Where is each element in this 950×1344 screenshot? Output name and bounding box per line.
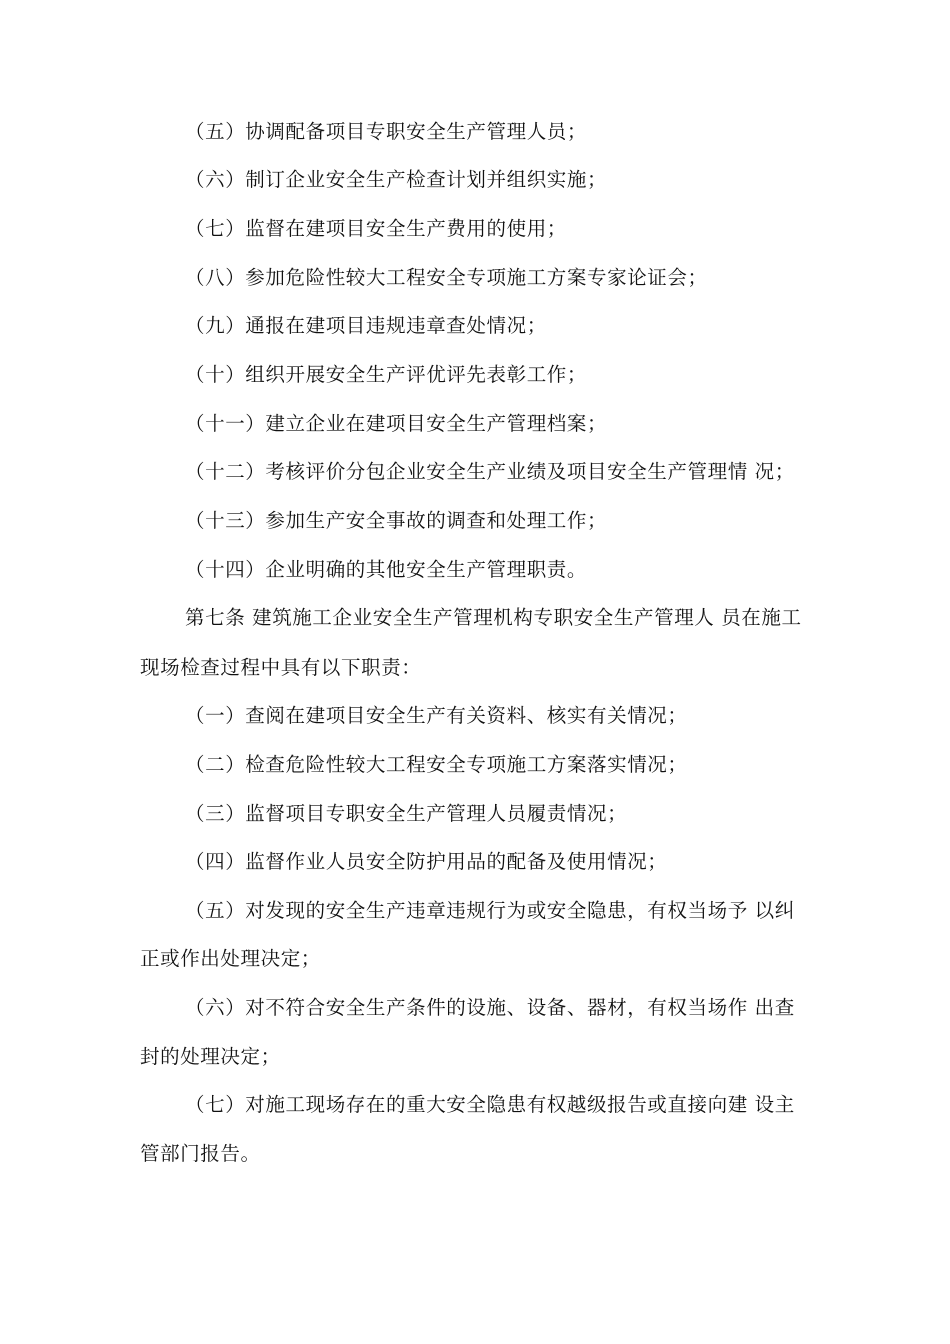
- clause-line-1: （五）协调配备项目专职安全生产管理人员；: [185, 120, 588, 143]
- duty-line-4: （四）监督作业人员安全防护用品的配备及使用情况；: [185, 850, 668, 873]
- clause-line-3: （七）监督在建项目安全生产费用的使用；: [185, 217, 567, 240]
- clause-line-8: （十二）考核评价分包企业安全生产业绩及项目安全生产管理情 况；: [185, 460, 795, 483]
- duty-line-6-continuation: 封的处理决定；: [140, 1045, 281, 1068]
- duty-line-7: （七）对施工现场存在的重大安全隐患有权越级报告或直接向建 设主: [185, 1093, 795, 1116]
- duty-line-5: （五）对发现的安全生产违章违规行为或安全隐患，有权当场予 以纠: [185, 899, 795, 922]
- clause-line-6: （十）组织开展安全生产评优评先表彰工作；: [185, 363, 588, 386]
- duty-line-7-continuation: 管部门报告。: [140, 1142, 261, 1165]
- duty-line-1: （一）查阅在建项目安全生产有关资料、核实有关情况；: [185, 704, 688, 727]
- clause-line-9: （十三）参加生产安全事故的调查和处理工作；: [185, 509, 608, 532]
- clause-line-2: （六）制订企业安全生产检查计划并组织实施；: [185, 168, 608, 191]
- duty-line-6: （六）对不符合安全生产条件的设施、设备、器材，有权当场作 出查: [185, 996, 795, 1019]
- duty-line-2: （二）检查危险性较大工程安全专项施工方案落实情况；: [185, 753, 688, 776]
- duty-line-5-continuation: 正或作出处理决定；: [140, 947, 321, 970]
- duty-line-3: （三）监督项目专职安全生产管理人员履责情况；: [185, 802, 628, 825]
- clause-line-4: （八）参加危险性较大工程安全专项施工方案专家论证会；: [185, 266, 708, 289]
- clause-line-7: （十一）建立企业在建项目安全生产管理档案；: [185, 412, 608, 435]
- article-7-heading-line: 第七条 建筑施工企业安全生产管理机构专职安全生产管理人 员在施工: [185, 606, 802, 629]
- clause-line-5: （九）通报在建项目违规违章查处情况；: [185, 314, 547, 337]
- article-7-continuation-line: 现场检查过程中具有以下职责：: [140, 656, 422, 679]
- clause-line-10: （十四）企业明确的其他安全生产管理职责。: [185, 558, 588, 581]
